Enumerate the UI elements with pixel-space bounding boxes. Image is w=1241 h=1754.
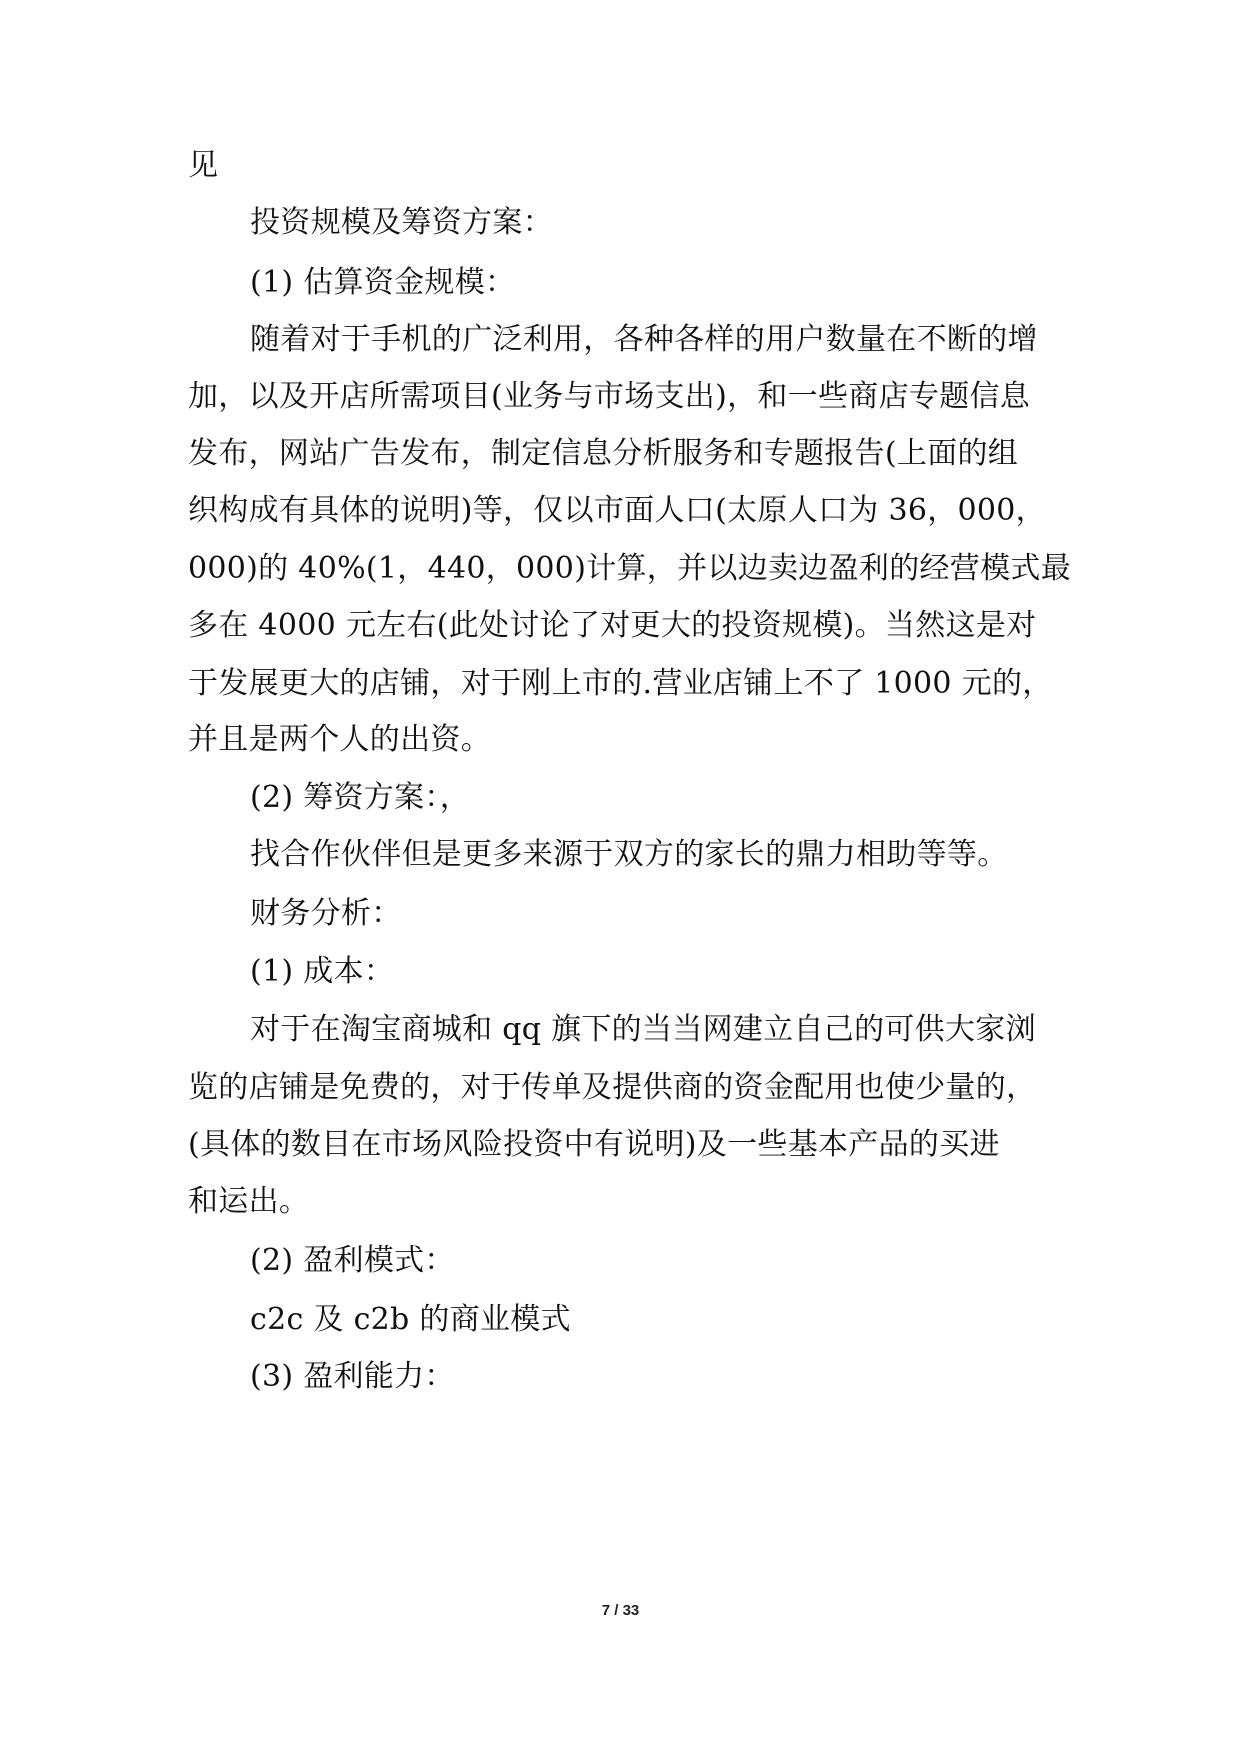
paragraph-line: c2c 及 c2b 的商业模式 — [250, 1302, 571, 1337]
subheading-cost: (1) 成本： — [250, 954, 395, 989]
paragraph-line: 找合作伙伴但是更多来源于双方的家长的鼎力相助等等。 — [250, 837, 1008, 872]
paragraph-line: 并且是两个人的出资。 — [188, 722, 491, 757]
paragraph-line: 和运出。 — [188, 1184, 310, 1219]
subheading-fund-scale: (1) 估算资金规模： — [250, 265, 516, 300]
subheading-profit-model: (2) 盈利模式： — [250, 1243, 455, 1278]
subheading-profitability: (3) 盈利能力： — [250, 1359, 455, 1394]
paragraph-line: 随着对于手机的广泛利用，各种各样的用户数量在不断的增 — [250, 322, 1038, 357]
paragraph-line: 织构成有具体的说明)等，仅以市面人口(太原人口为 36，000， — [188, 493, 1046, 528]
paragraph-line: 加，以及开店所需项目(业务与市场支出)，和一些商店专题信息 — [188, 379, 1031, 414]
text-line-continuation: 见 — [188, 148, 219, 183]
section-heading-financial-analysis: 财务分析： — [250, 896, 402, 931]
paragraph-line: 对于在淘宝商城和 qq 旗下的当当网建立自己的可供大家浏 — [250, 1012, 1036, 1047]
paragraph-line: 000)的 40%(1，440，000)计算，并以边卖边盈利的经营模式最 — [188, 551, 1071, 586]
section-heading-investment: 投资规模及筹资方案： — [250, 205, 553, 240]
paragraph-line: 览的店铺是免费的，对于传单及提供商的资金配用也使少量的， — [188, 1070, 1037, 1105]
page-number: 7 / 33 — [601, 1602, 640, 1619]
paragraph-line: 于发展更大的店铺，对于刚上市的.营业店铺上不了 1000 元的， — [188, 666, 1053, 701]
paragraph-line: 多在 4000 元左右(此处讨论了对更大的投资规模)。当然这是对 — [188, 608, 1037, 643]
paragraph-line: (具体的数目在市场风险投资中有说明)及一些基本产品的买进 — [188, 1127, 1000, 1162]
paragraph-line: 发布，网站广告发布，制定信息分析服务和专题报告(上面的组 — [188, 436, 1019, 471]
subheading-financing-plan: (2) 筹资方案：， — [250, 780, 471, 815]
